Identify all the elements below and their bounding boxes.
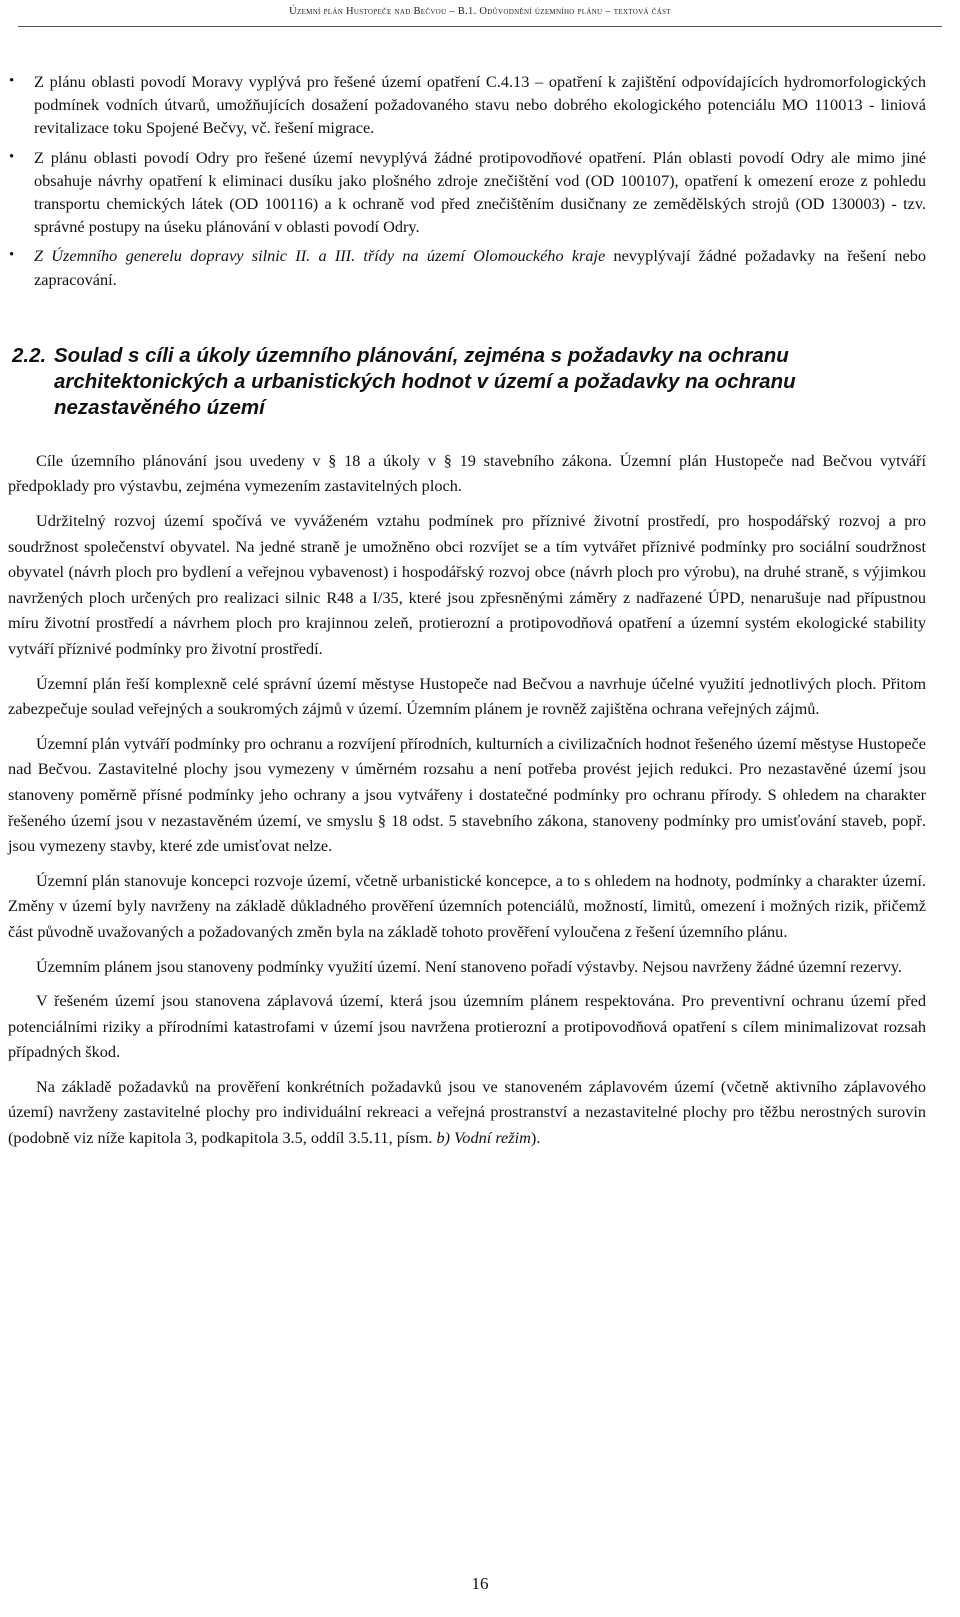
paragraph: Cíle územního plánování jsou uvedeny v § 18 a úkoly v § 19 stavebního zákona. Územní plán Hustopeče nad Bečvou vytváří předpoklady pro výstavbu, zejména vymezením zastavitelných ploch. (8, 450, 926, 496)
bullet-icon: • (9, 247, 15, 264)
bullet-text: Z plánu oblasti povodí Odry pro řešené území nevyplývá žádné protipovodňové opatření. Plán oblasti povodí Odry ale mimo jiné obsahuje návrhy opatření k eliminaci dusíku jako plošného zdroje znečištění vod (OD 100107), opatření k omezení eroze z pohledu transportu chemických látek (OD 100116) a k ochraně vod před znečištěním dusičnany ze zemědělských strojů (OD 130003) - tzv. správné postupy na úseku plánování v oblasti povodí Odry. (34, 147, 926, 237)
page-content (8, 70, 926, 1151)
header-divider (18, 26, 942, 27)
bullet-icon: • (9, 148, 15, 165)
paragraph-last (8, 1074, 926, 1151)
section-title: Soulad s cíli a úkoly územního plánování, zejména s požadavky na ochranu architektonických a urbanistických hodnot v území a požadavky na ochranu nezastavěného území (54, 343, 796, 419)
page-number: 16 (471, 1574, 489, 1593)
bullet-text-italic: Z Územního generelu dopravy silnic II. a III. třídy na území Olomouckého kraje (34, 246, 606, 266)
paragraph-end: ). (530, 1128, 541, 1148)
paragraph: Územní plán vytváří podmínky pro ochranu a rozvíjení přírodních, kulturních a civilizačních hodnot řešeného území městyse Hustopeče nad Bečvou. Zastavitelné plochy jsou vymezeny v úměrném rozsahu a není potřeba provést jejich redukci. Pro nezastavěné území jsou stanoveny poměrně přísné podmínky jeho ochrany a jsou vytvářeny i dostatečné podmínky pro ochranu přírody. S ohledem na charakter řešeného území jsou v nezastavěném území, ve smyslu § 18 odst. 5 stavebního zákona, stanoveny podmínky pro umisťování staveb, popř. jsou vymezeny stavby, které zde umisťovat nelze. (8, 733, 926, 856)
list-item (8, 244, 926, 290)
running-header: Územní plán Hustopeče nad Bečvou – B.1. Odůvodnění územního plánu – textová část (289, 6, 671, 17)
paragraph-text: Na základě požadavků na prověření konkrétních požadavků jsou ve stanoveném záplavovém území (včetně aktivního záplavového území) navrženy zastavitelné plochy pro individuální rekreaci a veřejná prostranství a nezastavitelné plochy pro těžbu nerostných surovin (podobně viz níže kapitola 3, podkapitola 3.5, oddíl 3.5.11, písm. (8, 1076, 926, 1148)
bullet-icon: • (9, 73, 15, 89)
paragraph: Územní plán stanovuje koncepci rozvoje území, včetně urbanistické koncepce, a to s ohledem na hodnoty, podmínky a charakter území. Změny v území byly navrženy na základě důkladného prověření územních potenciálů, možností, limitů, omezení i možných rizik, přičemž část původně uvažovaných a požadovaných změn byla na základě tohoto prověření vyloučena z řešení územního plánu. (8, 870, 926, 941)
bullet-text: Z plánu oblasti povodí Moravy vyplývá pro řešené území opatření C.4.13 – opatření k zajištění odpovídajících hydromorfologických podmínek vodních útvarů, umožňujících dosažení požadovaného stavu nebo dobrého ekologického potenciálu MO 110013 - liniová revitalizace toku Spojené Bečvy, vč. řešení migrace. (34, 72, 926, 138)
bullet-list (8, 70, 926, 291)
paragraph: V řešeném území jsou stanovena záplavová území, která jsou územním plánem respektována. Pro preventivní ochranu území před potenciálními riziky a přírodními katastrofami v území jsou navržena protierozní a protipovodňová opatření s cílem minimalizovat rozsah případných škod. (8, 991, 926, 1062)
paragraph: Udržitelný rozvoj území spočívá ve vyváženém vztahu podmínek pro příznivé životní prostředí, pro hospodářský rozvoj a pro soudržnost společenství obyvatel. Na jedné straně je umožněno obci rozvíjet se a tím vytvářet příznivé podmínky pro sociální soudržnost obyvatel (návrh ploch pro bydlení a veřejnou vybavenost) i hospodářský rozvoj obce (návrh ploch pro výrobu), na druhé straně, s výjimkou navržených ploch určených pro realizaci silnic R48 a I/35, které jsou zpřesněnými záměry z nadřazené ÚPD, nenarušuje nad přípustnou míru životní prostředí a návrhem ploch pro krajinnou zeleň, protierozní a protipovodňová opatření a územní systém ekologické stability vytváří příznivé podmínky pro životní prostředí. (8, 511, 926, 658)
paragraph: Územním plánem jsou stanoveny podmínky využití území. Není stanoveno pořadí výstavby. Nejsou navrženy žádné územní rezervy. (36, 956, 902, 976)
paragraph-italic-ref: b) Vodní režim (436, 1128, 531, 1148)
paragraph: Územní plán řeší komplexně celé správní území městyse Hustopeče nad Bečvou a navrhuje účelné využití jednotlivých ploch. Přitom zabezpečuje soulad veřejných a soukromých zájmů v území. Územním plánem je rovněž zajištěna ochrana veřejných zájmů. (8, 673, 926, 719)
list-item (8, 146, 926, 239)
list-item (8, 70, 926, 140)
section-heading (8, 343, 926, 421)
section-number: 2.2. (12, 343, 47, 367)
bullet-text: nevyplývají žádné požadavky na řešení nebo zapracování. (34, 246, 926, 289)
